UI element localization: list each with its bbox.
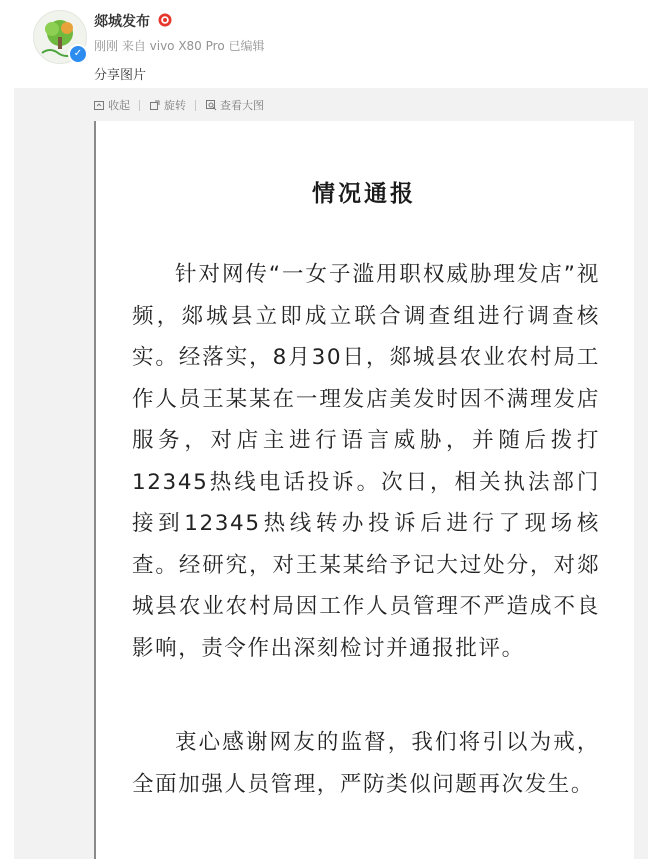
weibo-badge-icon: [158, 13, 172, 27]
collapse-icon: [93, 99, 105, 111]
view-large-button[interactable]: [205, 97, 264, 113]
notice-paragraph-1: 针对网传“一女子滥用职权威胁理发店”视频，郯城县立即成立联合调查组进行调查核实。经落实，8月30日，郯城县农业农村局工作人员王某某在一理发店美发时因不满理发店服务，对店主进行语言威胁，并随后拨打12345热线电话投诉。次日，相关执法部门接到12345热线转办投诉后进行了现场核查。经研究，对王某某给予记大过处分，对郯城县农业农村局因工作人员管理不严造成不良影响，责令作出深刻检讨并通报批评。: [132, 262, 600, 661]
collapse-label: 收起: [108, 99, 130, 112]
post-header: [0, 0, 648, 90]
image-toolbar: [93, 97, 264, 113]
collapse-button[interactable]: [93, 97, 130, 113]
verified-icon: ✓: [68, 44, 88, 64]
toolbar-divider: [195, 100, 196, 111]
view-large-icon: [205, 99, 217, 111]
notice-paragraph-2: 衷心感谢网友的监督，我们将引以为戒，全面加强人员管理，严防类似问题再次发生。: [132, 730, 600, 797]
notice-title: 情况通报: [312, 181, 416, 207]
rotate-icon: [149, 99, 161, 111]
toolbar-divider: [139, 100, 140, 111]
post-meta: 刚刚 来自 vivo X80 Pro 已编辑: [94, 39, 265, 53]
rotate-label: 旋转: [164, 99, 186, 112]
rotate-button[interactable]: [149, 97, 186, 113]
view-large-label: 查看大图: [220, 99, 264, 112]
post-text: 分享图片: [94, 68, 147, 83]
username[interactable]: 郯城发布: [94, 14, 150, 30]
notice-image[interactable]: [94, 121, 634, 859]
